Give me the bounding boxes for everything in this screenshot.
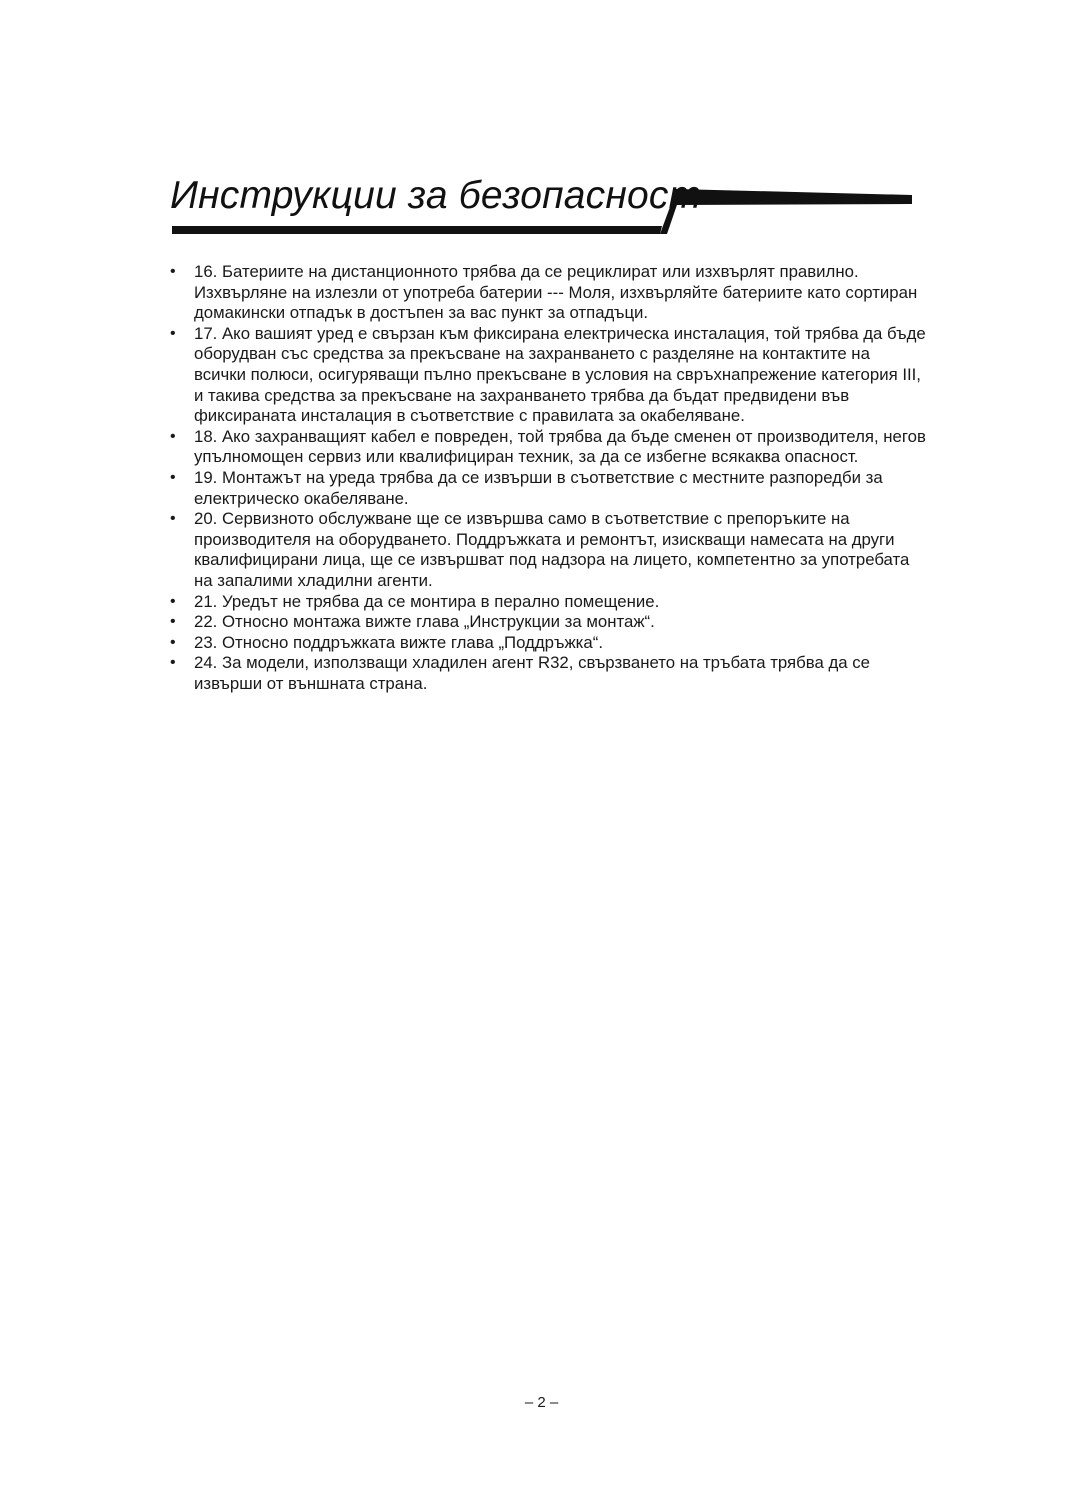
title-underline xyxy=(172,226,662,234)
list-item xyxy=(166,324,926,427)
list-item-text: 21. Уредът не трябва да се монтира в перално помещение. xyxy=(194,591,660,611)
list-item-text: 23. Относно поддръжката вижте глава „Поддръжка“. xyxy=(194,632,603,652)
list-item xyxy=(166,653,926,694)
bullet: • xyxy=(170,592,176,610)
page-title: Инструкции за безопасност xyxy=(170,174,702,217)
list-item xyxy=(166,468,926,509)
bullet: • xyxy=(170,427,176,445)
list-item-text: 17. Ако вашият уред е свързан към фиксирана електрическа инсталация, той трябва да бъде оборудван със средства за прекъсване на захранването с разделяне на контактите на всички полюси, осигуряващи пълно прекъсване в условия на свръхнапрежение категория III, и такива средства за прекъсване на захранването трябва да бъдат предвидени във фиксираната инсталация в съответствие с правилата за окабеляване. xyxy=(194,323,926,426)
list-item xyxy=(166,262,926,324)
list-item xyxy=(166,612,926,633)
bullet: • xyxy=(170,613,176,631)
list-item-text: 16. Батериите на дистанционното трябва да се рециклират или изхвърлят правилно. Изхвърляне на излезли от употреба батерии --- Моля, изхвърляйте батериите като сортиран домакински отпадък в достъпен за вас пункт за отпадъци. xyxy=(194,262,918,323)
list-item-text: 19. Монтажът на уреда трябва да се извърши в съответствие с местните разпоредби за електрическо окабеляване. xyxy=(194,467,883,508)
list-item-text: 20. Сервизното обслужване ще се извършва само в съответствие с препоръките на производителя на оборудването. Поддръжката и ремонтът, изискващи намесата на други квалифицирани лица, ще се извършват под надзора на лицето, компетентно за употребата на запалими хладилни агенти. xyxy=(194,509,910,590)
page-number: – 2 – xyxy=(524,1394,559,1411)
safety-instructions-list xyxy=(166,262,926,694)
title-underline-rule xyxy=(0,0,1083,260)
list-item xyxy=(166,633,926,654)
section-header xyxy=(0,0,1083,260)
list-item-text: 18. Ако захранващият кабел е повреден, той трябва да бъде сменен от производителя, негов упълномощен сервиз или квалифициран техник, за да се избегне всякаква опасност. xyxy=(194,426,926,467)
list-item-text: 22. Относно монтажа вижте глава „Инструкции за монтаж“. xyxy=(194,612,655,632)
bullet: • xyxy=(170,324,176,342)
list-item-text: 24. За модели, използващи хладилен агент R32, свързването на тръбата трябва да се извърши от външната страна. xyxy=(194,653,870,693)
bullet: • xyxy=(170,510,176,528)
list-item xyxy=(166,427,926,468)
list-item xyxy=(166,509,926,591)
bullet: • xyxy=(170,654,176,672)
bullet: • xyxy=(170,468,176,486)
bullet: • xyxy=(170,633,176,651)
bullet: • xyxy=(170,263,176,280)
list-item xyxy=(166,592,926,613)
title-bar xyxy=(674,189,912,205)
